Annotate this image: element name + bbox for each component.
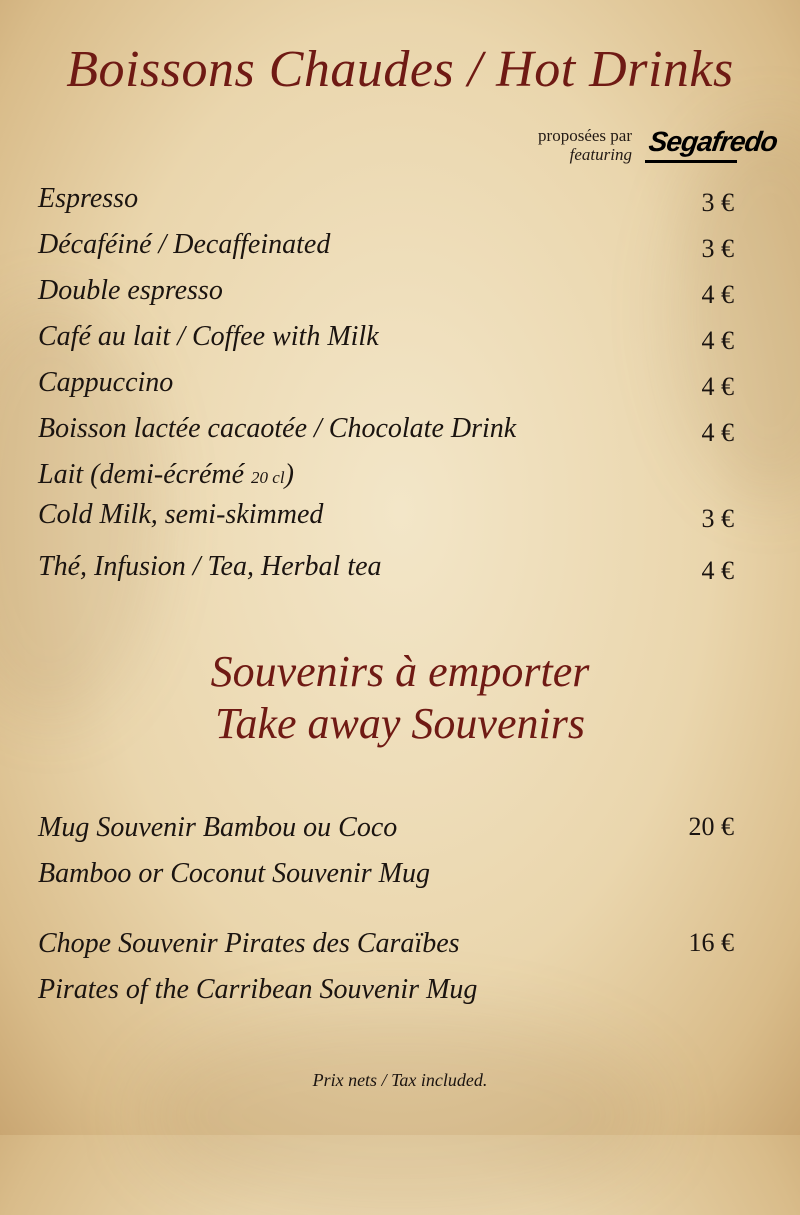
brand-underline — [645, 160, 737, 163]
item-name: Décaféiné / Decaffeinated — [38, 229, 331, 260]
milk-line-2: Cold Milk, semi-skimmed — [38, 499, 324, 530]
featuring-fr: proposées par — [538, 126, 632, 145]
souvenir-name-fr: Mug Souvenir Bambou ou Coco — [38, 812, 398, 843]
item-name: Thé, Infusion / Tea, Herbal tea — [38, 551, 382, 582]
souvenirs-title — [0, 646, 800, 750]
item-name: Café au lait / Coffee with Milk — [38, 321, 379, 352]
souvenirs-title-en: Take away Souvenirs — [215, 699, 585, 748]
item-name: Espresso — [38, 183, 139, 214]
menu-item — [38, 412, 738, 458]
item-price: 4 € — [701, 372, 734, 401]
souvenir-price: 20 € — [688, 812, 734, 841]
segafredo-logo — [643, 124, 780, 168]
menu-item — [38, 366, 738, 412]
brand-name: Segafredo — [646, 126, 780, 157]
souvenirs-title-fr: Souvenirs à emporter — [210, 647, 590, 696]
menu-item — [38, 228, 738, 274]
souvenir-item — [38, 924, 738, 1040]
item-price: 4 € — [701, 418, 734, 447]
item-price: 4 € — [701, 326, 734, 355]
featuring-label — [412, 126, 632, 164]
menu-item-milk — [38, 458, 738, 550]
souvenir-name-en: Bamboo or Coconut Souvenir Mug — [38, 858, 430, 889]
milk-name-fr: Lait (demi-écrémé — [38, 459, 252, 490]
paper-stain-bottom — [140, 1015, 660, 1215]
souvenirs-list — [38, 808, 738, 1040]
milk-volume: 20 cl — [251, 468, 285, 487]
item-price: 4 € — [701, 556, 734, 585]
item-name: Boisson lactée cacaotée / Chocolate Drink — [38, 413, 517, 444]
menu-item-tea — [38, 550, 738, 596]
item-price: 3 € — [701, 234, 734, 263]
menu-item — [38, 182, 738, 228]
item-name: Cappuccino — [38, 367, 174, 398]
item-price: 4 € — [701, 280, 734, 309]
menu-item — [38, 320, 738, 366]
tax-note: Prix nets / Tax included. — [312, 1070, 488, 1090]
milk-line-1 — [38, 458, 738, 498]
item-name: Double espresso — [38, 275, 223, 306]
milk-paren: ) — [284, 459, 294, 490]
item-price: 3 € — [701, 188, 734, 217]
souvenir-name-en: Pirates of the Carribean Souvenir Mug — [38, 974, 478, 1005]
souvenir-item — [38, 808, 738, 924]
featuring-en: featuring — [569, 145, 632, 164]
hot-drinks-list — [38, 182, 738, 596]
souvenir-name-fr: Chope Souvenir Pirates des Caraïbes — [38, 928, 460, 959]
souvenir-price: 16 € — [688, 928, 734, 957]
item-price: 3 € — [701, 504, 734, 533]
menu-item — [38, 274, 738, 320]
hot-drinks-title: Boissons Chaudes / Hot Drinks — [66, 41, 734, 98]
